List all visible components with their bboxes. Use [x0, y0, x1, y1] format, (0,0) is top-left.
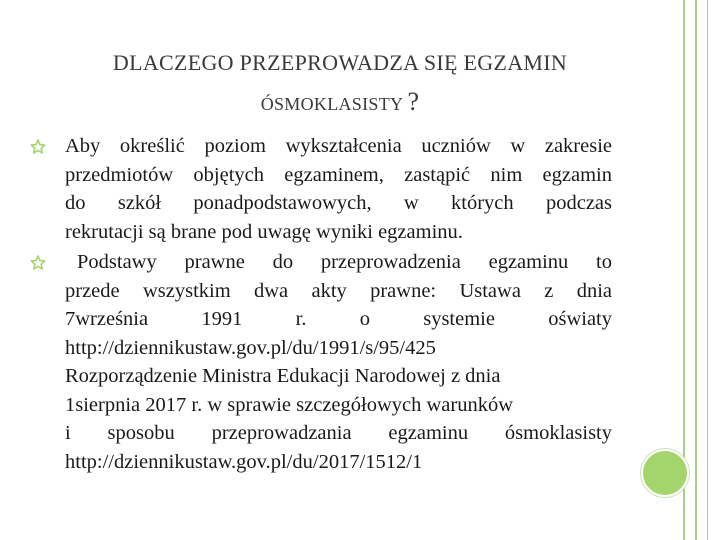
- title-text-2: ÓSMOKLASISTY: [260, 94, 403, 114]
- bullet-link: http://dziennikustaw.gov.pl/du/1991/s/95/425: [65, 336, 436, 359]
- bullet-line: przedmiotów objętych egzaminem, zastąpić nim egzamin: [65, 163, 612, 186]
- bullet-line: Podstawy prawne do przeprowadzenia egzaminu to: [77, 251, 612, 273]
- hollow-star-icon: [30, 255, 46, 271]
- title-question-mark: ?: [407, 87, 420, 116]
- bullet-line: 7września 1991 r. o systemie oświaty: [65, 308, 612, 330]
- bullet-line: Aby określić poziom wykształcenia uczniów w zakresie: [65, 135, 612, 157]
- decorative-line: [707, 0, 708, 540]
- bullet-line: Rozporządzenie Ministra Edukacji Narodowej z dnia: [65, 365, 501, 387]
- bullet-line: przede wszystkim dwa akty prawne: Ustawa z dnia: [65, 279, 612, 302]
- bullet-link: http://dziennikustaw.gov.pl/du/2017/1512/1: [65, 450, 423, 473]
- title-line-2: [80, 83, 600, 123]
- bullet-line: i sposobu przeprowadzania egzaminu ósmoklasisty: [65, 422, 612, 444]
- bullet-item: [30, 248, 612, 476]
- decorative-line: [695, 0, 697, 540]
- bullet-item: [30, 132, 612, 246]
- slide-body: [30, 132, 612, 476]
- bullet-line: 1sierpnia 2017 r. w sprawie szczegółowych warunków: [65, 393, 514, 416]
- hollow-star-icon: [30, 139, 46, 155]
- title-text-1: DLACZEGO PRZEPROWADZA SIĘ EGZAMIN: [112, 50, 568, 75]
- title-line-1: [80, 44, 600, 83]
- slide-title: [80, 44, 600, 123]
- decorative-circle: [641, 449, 689, 497]
- bullet-line: rekrutacji są brane pod uwagę wyniki egzaminu.: [65, 220, 463, 243]
- bullet-line: do szkół ponadpodstawowych, w których podczas: [65, 192, 612, 214]
